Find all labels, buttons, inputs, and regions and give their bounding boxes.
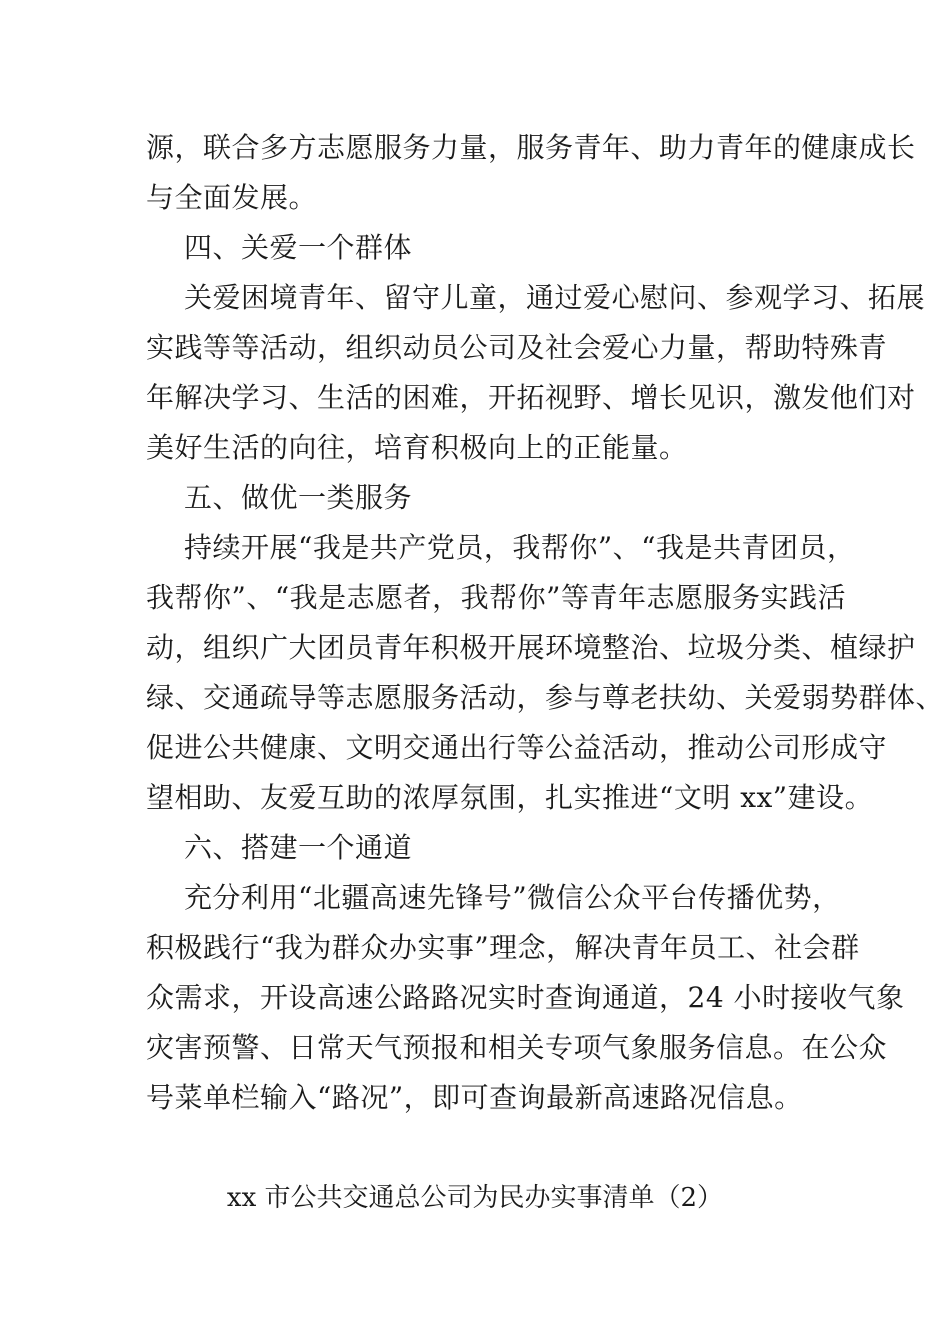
body-text-line: 积极践行“我为群众办实事”理念，解决青年员工、社会群 bbox=[146, 931, 860, 964]
body-text-line: 众需求，开设高速公路路况实时查询通道，24 小时接收气象 bbox=[146, 981, 905, 1014]
body-text-line: 持续开展“我是共产党员，我帮你”、“我是共青团员， bbox=[184, 531, 856, 564]
body-text-line: 望相助、友爱互助的浓厚氛围，扎实推进“文明 xx”建设。 bbox=[146, 781, 874, 814]
document-subtitle: xx 市公共交通总公司为民办实事清单（2） bbox=[226, 1183, 724, 1213]
body-text-line: 关爱困境青年、留守儿童，通过爱心慰问、参观学习、拓展 bbox=[184, 281, 926, 314]
section-heading: 六、搭建一个通道 bbox=[184, 831, 413, 864]
body-text-line: 动，组织广大团员青年积极开展环境整治、垃圾分类、植绿护 bbox=[146, 631, 916, 664]
body-text-line: 灾害预警、日常天气预报和相关专项气象服务信息。在公众 bbox=[146, 1031, 888, 1064]
body-text-line: 绿、交通疏导等志愿服务活动，参与尊老扶幼、关爱弱势群体、 bbox=[146, 681, 945, 714]
section-heading: 四、关爱一个群体 bbox=[184, 231, 413, 264]
body-text-line: 实践等等活动，组织动员公司及社会爱心力量，帮助特殊青 bbox=[146, 331, 888, 364]
body-text-line: 美好生活的向往，培育积极向上的正能量。 bbox=[146, 431, 688, 464]
body-text-line: 号菜单栏输入“路况”，即可查询最新高速路况信息。 bbox=[146, 1081, 803, 1114]
body-text-line: 我帮你”、“我是志愿者，我帮你”等青年志愿服务实践活 bbox=[146, 581, 846, 614]
section-heading: 五、做优一类服务 bbox=[184, 481, 413, 514]
body-text-line: 年解决学习、生活的困难，开拓视野、增长见识，激发他们对 bbox=[146, 381, 916, 414]
body-text-line: 与全面发展。 bbox=[146, 181, 318, 214]
body-text-line: 源，联合多方志愿服务力量，服务青年、助力青年的健康成长 bbox=[146, 131, 916, 164]
body-text-line: 充分利用“北疆高速先锋号”微信公众平台传播优势， bbox=[184, 881, 841, 914]
body-text-line: 促进公共健康、文明交通出行等公益活动，推动公司形成守 bbox=[146, 731, 888, 764]
